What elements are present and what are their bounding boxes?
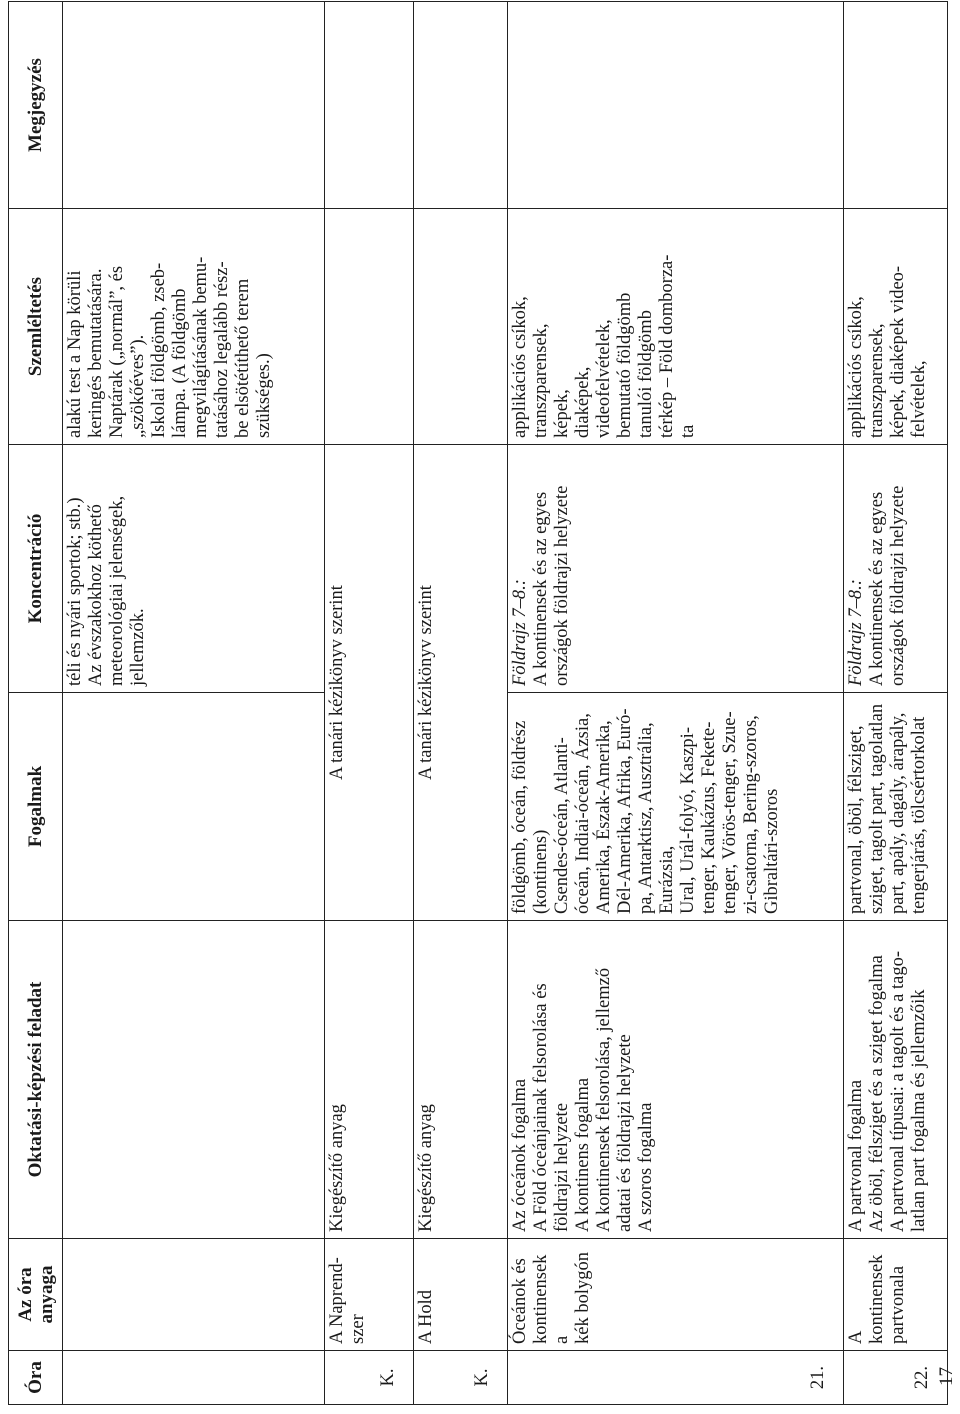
text-line: ta <box>678 424 698 438</box>
text-line: Az óceánok fogalma <box>510 1078 530 1232</box>
text-line: Naptárak („normál”, és <box>107 265 127 438</box>
text-line: Kiegészítő anyag <box>416 1104 436 1232</box>
cell-koncentracio <box>325 445 414 921</box>
cell-ora: 22. <box>844 1351 948 1405</box>
cell-koncentracio <box>63 445 325 693</box>
text-line: Óceánok és <box>510 1258 530 1344</box>
page-number: 17 <box>936 1367 957 1386</box>
text-line: Eurázsia, <box>657 845 677 914</box>
table-row <box>508 2 844 1405</box>
text-line: bemutató földgömb <box>615 292 635 438</box>
text-line: jellemzők. <box>128 608 148 686</box>
text-line: képek, diaképek video- <box>888 265 908 438</box>
text-line: A szoros fogalma <box>636 1102 656 1232</box>
text-line: A kontinens fogalma <box>573 1077 593 1232</box>
text-line: kontinensek a <box>531 1254 572 1344</box>
cell-anyag <box>508 1239 844 1351</box>
text-line: videofelvételek, <box>594 319 614 438</box>
header-koncentracio: Koncentráció <box>9 445 63 693</box>
text-line: A kontinensek és az egyes <box>531 491 551 686</box>
text-line: applikációs csíkok, <box>510 296 530 438</box>
text-line: Amerika, Észak-Amerika, <box>594 720 614 914</box>
text-line: applikációs csíkok, <box>846 296 866 438</box>
text-line: A Föld óceánjainak felsorolása és <box>531 983 551 1232</box>
text-line: A tanári kézikönyv szerint <box>327 585 347 780</box>
text-line: térkép – Föld domborza- <box>657 254 677 438</box>
text-line: földgömb, óceán, földrész <box>510 720 530 914</box>
text-line: A partvonal fogalma <box>846 1079 866 1232</box>
cell-anyag <box>63 1239 325 1351</box>
text-line: A Naprend- <box>327 1257 347 1344</box>
text-line: tenger, Vörös-tenger, Szue- <box>720 711 740 914</box>
text-line: Az évszakokhoz köthető <box>86 504 106 686</box>
subject-label: Földrajz 7–8.: <box>510 579 530 686</box>
cell-fogalmak <box>63 693 325 921</box>
cell-fogalmak <box>844 693 948 921</box>
text-line: tengerjárás, tölcsértorkolat <box>909 716 929 914</box>
text-line: kék bolygón <box>573 1252 593 1344</box>
text-line: Kiegészítő anyag <box>327 1104 347 1232</box>
text-line: adatai és földrajzi helyzete <box>615 1034 635 1232</box>
table-row <box>325 2 414 1405</box>
cell-ora: K. <box>414 1351 508 1405</box>
text-line: latlan part fogalma és jellemzőik <box>909 989 929 1232</box>
text-line: partvonala <box>888 1265 908 1344</box>
text-line: diaképek, <box>573 366 593 438</box>
cell-feladat <box>508 921 844 1239</box>
text-line: A Hold <box>416 1290 436 1344</box>
text-line: szer <box>348 1314 368 1344</box>
text-line: part, apály, dagály, árapály, <box>888 712 908 914</box>
cell-anyag <box>325 1239 414 1351</box>
table-row <box>844 2 948 1405</box>
text-line: országok földrajzi helyzete <box>552 485 572 686</box>
cell-koncentracio <box>508 445 844 693</box>
text-line: földrajzi helyzete <box>552 1103 572 1232</box>
cell-anyag <box>844 1239 948 1351</box>
text-line: A kontinensek <box>846 1254 887 1344</box>
text-line: Csendes-óceán, Atlanti- <box>552 737 572 914</box>
text-line: szükséges.) <box>254 353 274 438</box>
header-megjegyzes: Megjegyzés <box>9 2 63 209</box>
header-szemleltetes: Szemléltetés <box>9 209 63 445</box>
cell-megjegyzes <box>414 2 508 209</box>
cell-szemleltetes <box>325 209 414 445</box>
cell-szemleltetes <box>63 209 325 445</box>
text-line: keringés bemutatására. <box>86 268 106 438</box>
text-line: Iskolai földgömb, zseb- <box>149 262 169 438</box>
cell-fogalmak <box>508 693 844 921</box>
cell-szemleltetes <box>844 209 948 445</box>
cell-feladat <box>844 921 948 1239</box>
cell-megjegyzes <box>325 2 414 209</box>
text-line: sziget, tagolt part, tagolatlan <box>867 703 887 914</box>
header-row <box>9 2 63 1405</box>
header-fogalmak: Fogalmak <box>9 693 63 921</box>
header-ora: Óra <box>9 1351 63 1405</box>
text-line: transzparensek, <box>867 323 887 438</box>
text-line: A partvonal típusai: a tagolt és a tago- <box>888 950 908 1232</box>
text-line: megvilágításának bemu- <box>191 256 211 438</box>
cell-koncentracio <box>414 445 508 921</box>
text-line: tanulói földgömb <box>636 310 656 438</box>
text-line: zi-csatorna, Bering-szoros, <box>741 715 761 914</box>
text-line: A kontinensek felsorolása, jellemző <box>594 967 614 1232</box>
cell-ora: 21. <box>508 1351 844 1405</box>
cell-szemleltetes <box>508 209 844 445</box>
text-line: felvételek, <box>909 360 929 438</box>
text-line: országok földrajzi helyzete <box>888 485 908 686</box>
text-line: be elsötétíthető terem <box>233 278 253 438</box>
header-anyag: Az óra anyaga <box>9 1239 63 1351</box>
curriculum-table <box>8 1 948 1405</box>
text-line: partvonal, öböl, félsziget, <box>846 725 866 914</box>
text-line: tatásához legalább rész- <box>212 261 232 438</box>
text-line: „szökőéves”). <box>128 334 148 438</box>
text-line: meteorológiai jelenségek, <box>107 495 127 686</box>
text-line: alakú test a Nap körüli <box>65 270 85 438</box>
cell-ora: K. <box>325 1351 414 1405</box>
table-row <box>414 2 508 1405</box>
cell-koncentracio <box>844 445 948 693</box>
text-line: képek, <box>552 389 572 438</box>
cell-feladat <box>63 921 325 1239</box>
cell-ora <box>63 1351 325 1405</box>
text-line: Gibraltári-szoros <box>762 788 782 914</box>
table-row <box>63 2 325 1405</box>
cell-feladat <box>325 921 414 1239</box>
text-line: (kontinens) <box>531 829 551 914</box>
text-line: Az öböl, félsziget és a sziget fogalma <box>867 955 887 1232</box>
text-line: Ural, Urál-folyó, Kaszpi- <box>678 727 698 914</box>
text-line: A tanári kézikönyv szerint <box>416 585 436 780</box>
cell-megjegyzes <box>508 2 844 209</box>
cell-anyag <box>414 1239 508 1351</box>
cell-megjegyzes <box>844 2 948 209</box>
text-line: téli és nyári sportok; stb.) <box>65 497 85 686</box>
text-line: transzparensek, <box>531 323 551 438</box>
text-line: A kontinensek és az egyes <box>867 491 887 686</box>
text-line: pa, Antarktisz, Ausztrália, <box>636 722 656 914</box>
subject-label: Földrajz 7–8.: <box>846 579 866 686</box>
header-feladat: Oktatási-képzési feladat <box>9 921 63 1239</box>
cell-feladat <box>414 921 508 1239</box>
text-line: lámpa. (A földgömb <box>170 288 190 438</box>
text-line: Dél-Amerika, Afrika, Euró- <box>615 708 635 914</box>
cell-megjegyzes <box>63 2 325 209</box>
text-line: tenger, Kaukázus, Fekete- <box>699 721 719 914</box>
cell-szemleltetes <box>414 209 508 445</box>
text-line: óceán, Indiai-óceán, Ázsia, <box>573 713 593 914</box>
